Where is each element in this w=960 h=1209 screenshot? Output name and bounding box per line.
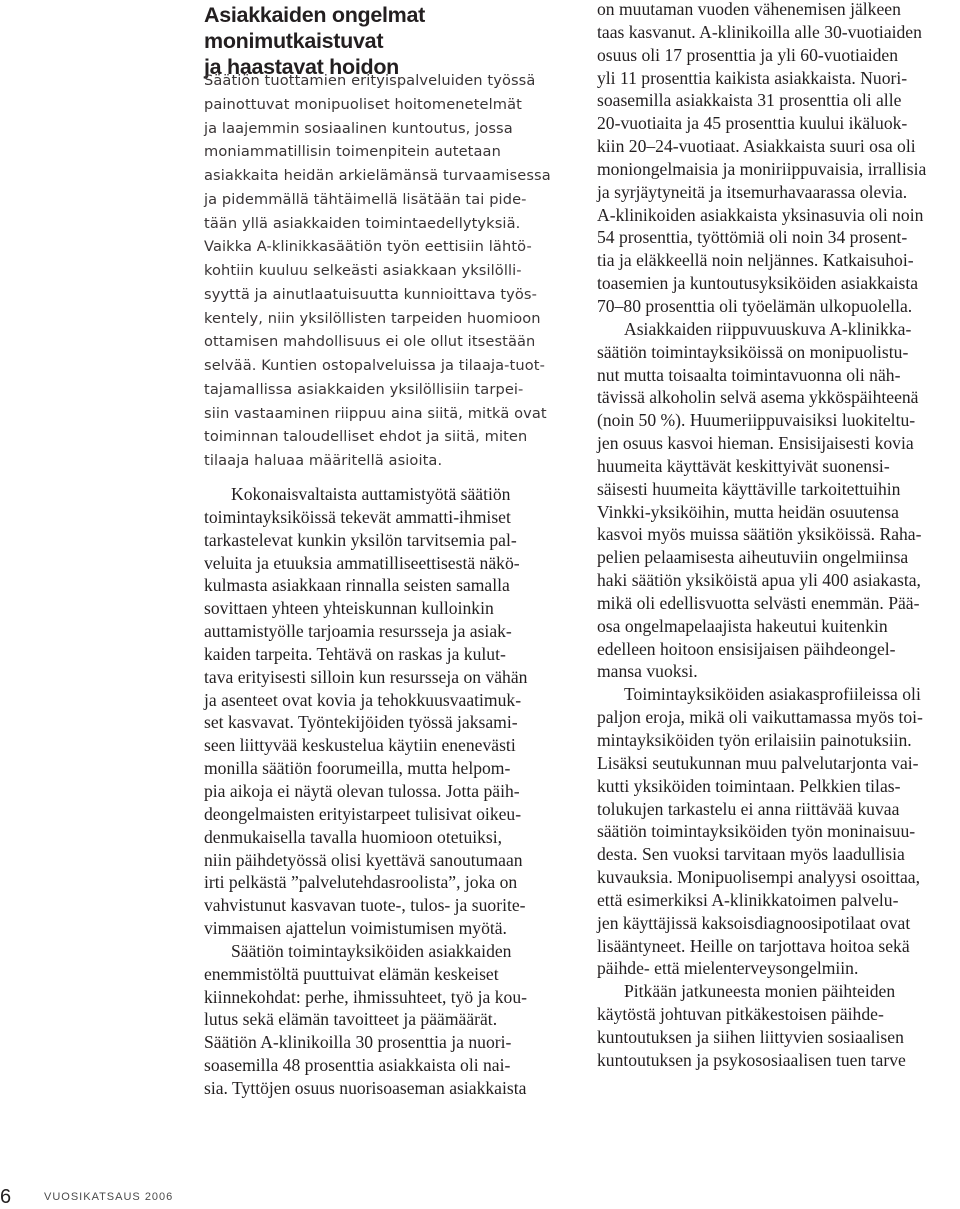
text-line: Säätiön A-klinikoilla 30 prosenttia ja nuori-: [204, 1032, 512, 1053]
text-line: ja pidemmällä tähtäimellä lisätään tai pide-: [204, 190, 527, 208]
text-line: soasemilla asiakkaista 31 prosenttia oli alle: [597, 90, 902, 111]
text-line: syyttä ja ainutlaatuisuutta kunnioittava työs-: [204, 285, 538, 303]
text-line: Lisäksi seutukunnan muu palvelutarjonta vai-: [597, 752, 919, 773]
text-line: lutus sekä elämän tavoitteet ja päämäärät.: [204, 1009, 498, 1030]
text-line: monilla säätiön foorumeilla, mutta helpom-: [204, 758, 511, 779]
intro-paragraph: [204, 69, 576, 473]
text-line: tään yllä asiakkaiden toimintaedellytyksiä.: [204, 214, 521, 232]
text-line: toiminnan taloudelliset ehdot ja siitä, miten: [204, 428, 528, 446]
text-line: kuntoutuksen ja psykososiaalisen tuen tarve: [597, 1049, 906, 1070]
text-line: mansa vuoksi.: [597, 661, 698, 682]
text-line: ottamisen mahdollisuus ei ole ollut itsestään: [204, 333, 536, 351]
text-line: kentely, niin yksilöllisten tarpeiden huomioon: [204, 309, 541, 327]
text-line: kaiden tarpeita. Tehtävä on raskas ja kulut-: [204, 643, 506, 664]
text-line: Vaikka A-klinikkasäätiön työn eettisiin lähtö-: [204, 238, 532, 256]
text-line: haki säätiön yksiköistä apua yli 400 asiakasta,: [597, 570, 921, 591]
text-line: 20-vuotiaita ja 45 prosenttia kuului ikäluok-: [597, 113, 908, 134]
publication-label: VUOSIKATSAUS 2006: [44, 1191, 174, 1203]
text-line: toasemien ja kuntoutusyksiköiden asiakkaista: [597, 273, 919, 294]
text-line: sovittaen yhteen yhteiskunnan kulloinkin: [204, 598, 494, 619]
text-line: pia aikoja ei näytä olevan tulossa. Jotta päih-: [204, 780, 520, 801]
text-line: edelleen hoitoon ensisijaisen päihdeongel-: [597, 638, 896, 659]
text-line: nut mutta toisaalta toimintavuonna oli näh-: [597, 364, 901, 385]
text-line: Asiakkaiden riippuvuuskuva A-klinikka-: [624, 318, 912, 339]
text-line: seen liittyvää keskustelua käytiin enenevästi: [204, 735, 516, 756]
left-column-body: [204, 483, 576, 1100]
text-line: asiakkaita heidän arkielämänsä turvaamisessa: [204, 167, 551, 184]
text-line: käytöstä johtuvan pitkäkestoisen päihde-: [597, 1004, 884, 1025]
text-line: kohtiin kuuluu selkeästi asiakkaan yksilölli-: [204, 262, 522, 279]
text-line: siin vastaaminen riippuu aina siitä, mitkä ovat: [204, 404, 547, 422]
text-line: moniammatillisin toimenpitein autetaan: [204, 143, 501, 161]
text-line: tava erityisesti silloin kun resursseja on vähän: [204, 666, 528, 687]
text-line: että esimerkiksi A-klinikkatoimen palvelu-: [597, 889, 899, 910]
text-line: säisesti huumeita käyttäville tarkoitettuihin: [597, 478, 901, 499]
text-line: tolukujen tarkastelu ei anna riittävää kuvaa: [597, 798, 900, 819]
text-line: kuntoutuksen ja siihen liittyvien sosiaalisen: [597, 1026, 904, 1047]
text-line: denmukaisella tavalla huomioon otetuiksi,: [204, 826, 503, 847]
text-line: A-klinikoiden asiakkaista yksinasuvia oli noin: [597, 204, 924, 225]
text-line: jen osuus kasvoi hieman. Ensisijaisesti kovia: [597, 433, 914, 454]
text-line: päihde- että mielenterveysongelmiin.: [597, 958, 859, 979]
text-line: painottuvat monipuoliset hoitomenetelmät: [204, 95, 522, 113]
text-line: irti pelkästä ”palvelutehdasroolista”, joka on: [204, 872, 518, 893]
text-line: kutti yksiköiden toimintaan. Pelkkien tilas-: [597, 775, 901, 796]
section-heading-line-1: Asiakkaiden ongelmat monimutkaistuvat: [204, 3, 426, 53]
text-line: Vinkki-yksiköihin, mutta heidän osuutensa: [597, 501, 899, 522]
text-line: säätiön toimintayksiköiden työn moninaisuu-: [597, 821, 916, 842]
text-line: kuvauksia. Monipuolisempi analyysi osoittaa,: [597, 867, 921, 888]
text-line: säätiön toimintayksiköissä on monipuolistu-: [597, 341, 909, 362]
text-line: pelien pelaamisesta aiheutuviin ongelmiinsa: [597, 547, 909, 568]
text-line: lisääntyneet. Heille on tarjottava hoitoa sekä: [597, 935, 910, 956]
text-line: mikä oli edellisvuotta selvästi enemmän. Pää-: [597, 592, 920, 613]
text-line: tarkastelevat kunkin yksilön tarvitsemia pal-: [204, 529, 517, 550]
text-line: kiin 20–24-vuotiaat. Asiakkaista suuri osa oli: [597, 136, 916, 157]
text-line: vahvistunut kasvavan tuote-, tulos- ja suorite-: [204, 895, 526, 916]
text-line: osa ongelmapelaajista hakeutui kuitenkin: [597, 615, 888, 636]
text-line: niin päihdetyössä olisi kyettävä sanoutumaan: [204, 849, 523, 870]
text-line: huumeita käyttävät keskittyivät suonensi-: [597, 455, 890, 476]
text-line: tia ja eläkkeellä noin neljännes. Katkaisuhoi-: [597, 250, 914, 271]
right-column-body: [597, 0, 957, 1072]
section-heading-line-2: ja haastavat hoidon: [204, 55, 400, 79]
text-line: enemmistöltä puuttuivat elämän keskeiset: [204, 963, 499, 984]
text-line: selvää. Kuntien ostopalveluissa ja tilaaja-tuot-: [204, 357, 545, 374]
page-number: 6: [0, 1186, 12, 1208]
text-line: kulmasta asiakkaan rinnalla seisten samalla: [204, 575, 510, 596]
text-line: taas kasvanut. A-klinikoilla alle 30-vuotiaiden: [597, 21, 922, 42]
text-line: Pitkään jatkuneesta monien päihteiden: [624, 981, 896, 1002]
text-line: paljon eroja, mikä oli vaikuttamassa myös toi-: [597, 707, 923, 728]
text-line: jen käyttäjissä kaksoisdiagnoosipotilaat ovat: [597, 912, 911, 933]
text-line: 70–80 prosenttia oli työelämän ulkopuolella.: [597, 295, 913, 316]
text-line: (noin 50 %). Huumeriippuvaisiksi luokiteltu-: [597, 410, 916, 431]
text-line: moniongelmaisia ja moniriippuvaisia, irrallisia: [597, 158, 927, 179]
text-line: tävissä alkoholin selvä asema ykköspäihteenä: [597, 387, 919, 408]
text-line: yli 11 prosenttia kaikista asiakkaista. Nuori-: [597, 67, 908, 88]
text-line: desta. Sen vuoksi tarvitaan myös laadullisia: [597, 844, 905, 865]
text-line: soasemilla 48 prosenttia asiakkaista oli nai-: [204, 1055, 511, 1076]
text-line: Säätiön tuottamien erityispalveluiden työssä: [204, 72, 536, 89]
text-line: sia. Tyttöjen osuus nuorisoaseman asiakkaista: [204, 1077, 527, 1098]
text-line: deongelmaisten erityistarpeet tulisivat oikeu-: [204, 803, 522, 824]
text-line: tajamallissa asiakkaiden yksilöllisiin tarpei-: [204, 380, 524, 398]
text-line: ja syrjäytyneitä ja itsemurhavaarassa olevia.: [597, 181, 908, 202]
text-line: Toimintayksiköiden asiakasprofiileissa oli: [624, 684, 921, 705]
text-line: Kokonaisvaltaista auttamistyötä säätiön: [231, 484, 511, 504]
text-line: vimmaisen ajattelun voimistumisen myötä.: [204, 918, 507, 939]
text-line: osuus oli 17 prosenttia ja yli 60-vuotiaiden: [597, 44, 899, 65]
text-line: kasvoi myös muissa säätiön yksiköissä. Raha-: [597, 524, 922, 545]
text-line: ja asenteet ovat kovia ja tehokkuusvaatimuk-: [204, 689, 522, 710]
text-line: toimintayksiköissä tekevät ammatti-ihmiset: [204, 506, 511, 527]
text-line: ja laajemmin sosiaalinen kuntoutus, jossa: [204, 119, 513, 137]
text-line: mintayksiköiden työn erilaisiin painotuksiin.: [597, 730, 912, 750]
text-line: on muutaman vuoden vähenemisen jälkeen: [597, 0, 901, 19]
text-line: Säätiön toimintayksiköiden asiakkaiden: [231, 940, 512, 961]
text-line: auttamistyölle tarjoamia resursseja ja asiak-: [204, 621, 512, 642]
text-line: tilaaja haluaa määritellä asioita.: [204, 452, 443, 469]
text-line: kiinnekohdat: perhe, ihmissuhteet, työ ja kou-: [204, 986, 527, 1007]
text-line: 54 prosenttia, työttömiä oli noin 34 prosent-: [597, 227, 908, 248]
text-line: veluita ja etuuksia ammatilliseettisestä näkö-: [204, 552, 520, 573]
text-line: set kasvavat. Työntekijöiden työssä jaksami-: [204, 712, 518, 733]
page-footer: [0, 1186, 200, 1208]
